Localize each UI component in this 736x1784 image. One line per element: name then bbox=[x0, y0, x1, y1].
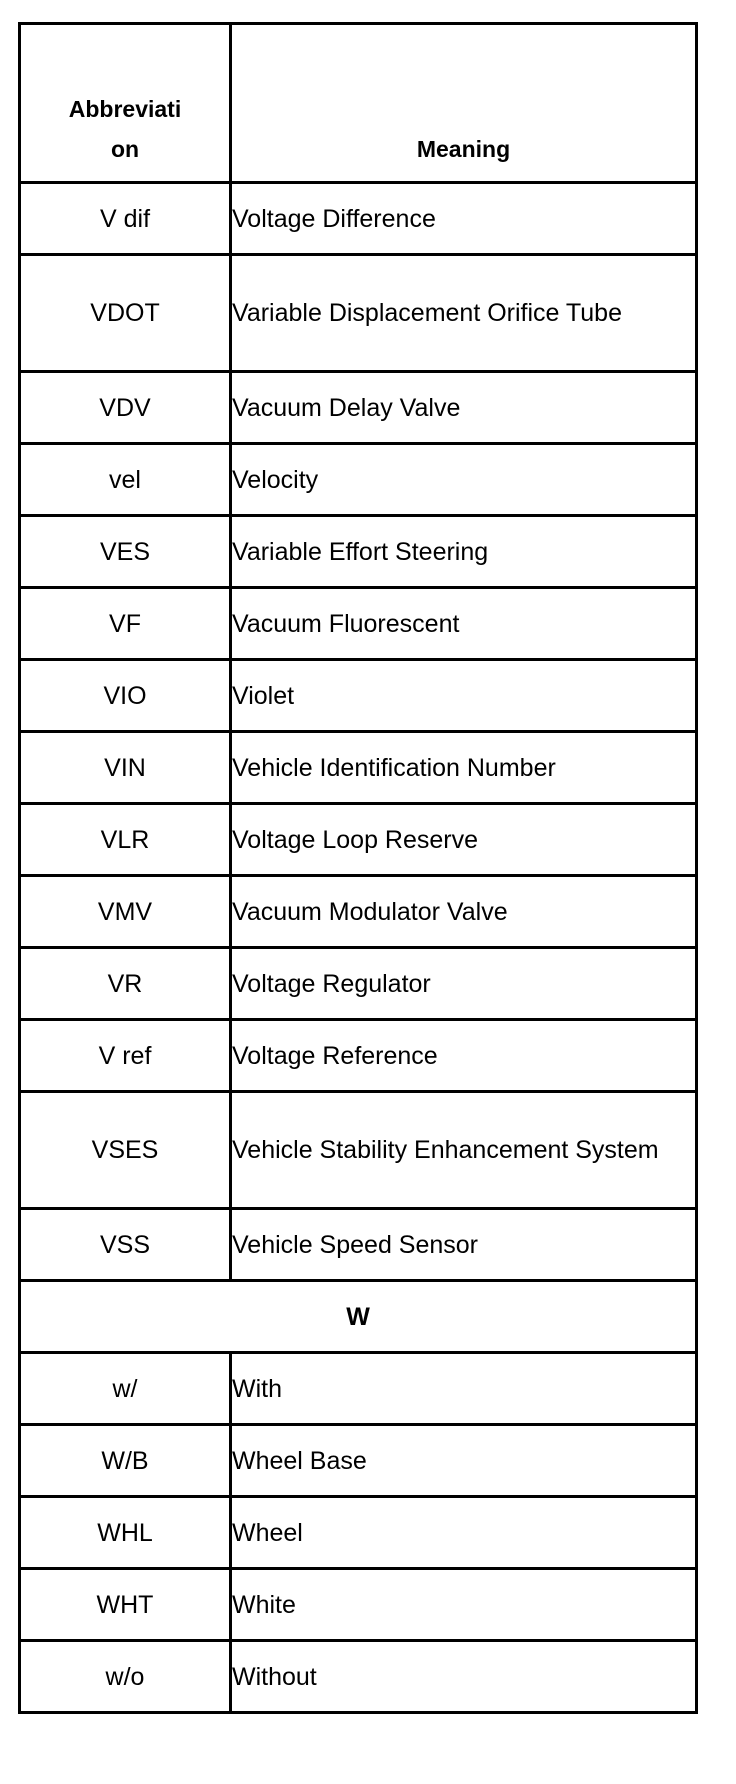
abbreviation-cell: w/o bbox=[20, 1641, 231, 1713]
section-heading-w: W bbox=[20, 1281, 697, 1353]
abbreviation-cell: VMV bbox=[20, 876, 231, 948]
meaning-cell: Vehicle Speed Sensor bbox=[231, 1209, 697, 1281]
meaning-cell: Vacuum Modulator Valve bbox=[231, 876, 697, 948]
meaning-cell: Wheel Base bbox=[231, 1425, 697, 1497]
table-row bbox=[20, 804, 697, 876]
meaning-cell: Wheel bbox=[231, 1497, 697, 1569]
meaning-cell: Without bbox=[231, 1641, 697, 1713]
abbreviation-cell: VR bbox=[20, 948, 231, 1020]
table-row bbox=[20, 876, 697, 948]
table-row bbox=[20, 660, 697, 732]
abbreviation-cell: VSES bbox=[20, 1092, 231, 1209]
table-row bbox=[20, 1209, 697, 1281]
abbreviation-cell: w/ bbox=[20, 1353, 231, 1425]
table-row bbox=[20, 1020, 697, 1092]
table-row bbox=[20, 1092, 697, 1209]
abbreviation-cell: vel bbox=[20, 444, 231, 516]
abbreviation-cell: VSS bbox=[20, 1209, 231, 1281]
header-abbreviation-line2: on bbox=[110, 136, 140, 162]
section-row bbox=[20, 1281, 697, 1353]
table-row bbox=[20, 444, 697, 516]
abbreviation-cell: VIN bbox=[20, 732, 231, 804]
header-abbreviation bbox=[20, 24, 231, 183]
table-row bbox=[20, 1353, 697, 1425]
table-row bbox=[20, 183, 697, 255]
header-abbreviation-line1: Abbreviati bbox=[68, 96, 182, 122]
abbreviation-cell: W/B bbox=[20, 1425, 231, 1497]
table-row bbox=[20, 1425, 697, 1497]
table-header-row bbox=[20, 24, 697, 183]
abbreviation-cell: V ref bbox=[20, 1020, 231, 1092]
meaning-cell: Voltage Regulator bbox=[231, 948, 697, 1020]
table-row bbox=[20, 732, 697, 804]
table-row bbox=[20, 588, 697, 660]
abbreviation-cell: WHL bbox=[20, 1497, 231, 1569]
table-row bbox=[20, 255, 697, 372]
meaning-cell: Vacuum Delay Valve bbox=[231, 372, 697, 444]
meaning-cell: With bbox=[231, 1353, 697, 1425]
header-meaning: Meaning bbox=[231, 24, 697, 183]
meaning-cell: Voltage Difference bbox=[231, 183, 697, 255]
meaning-cell: Voltage Loop Reserve bbox=[231, 804, 697, 876]
table-row bbox=[20, 1569, 697, 1641]
meaning-cell: Vehicle Identification Number bbox=[231, 732, 697, 804]
abbreviation-cell: VLR bbox=[20, 804, 231, 876]
abbreviation-cell: VIO bbox=[20, 660, 231, 732]
meaning-cell: Velocity bbox=[231, 444, 697, 516]
meaning-cell: Variable Displacement Orifice Tube bbox=[231, 255, 697, 372]
table-row bbox=[20, 372, 697, 444]
abbreviation-table bbox=[18, 22, 698, 1714]
abbreviation-cell: VDV bbox=[20, 372, 231, 444]
table-row bbox=[20, 516, 697, 588]
abbreviation-cell: V dif bbox=[20, 183, 231, 255]
meaning-cell: White bbox=[231, 1569, 697, 1641]
meaning-cell: Variable Effort Steering bbox=[231, 516, 697, 588]
abbreviation-cell: VDOT bbox=[20, 255, 231, 372]
table-row bbox=[20, 1497, 697, 1569]
meaning-cell: Vehicle Stability Enhancement System bbox=[231, 1092, 697, 1209]
abbreviation-cell: VES bbox=[20, 516, 231, 588]
table-row bbox=[20, 1641, 697, 1713]
table-row bbox=[20, 948, 697, 1020]
abbreviation-cell: WHT bbox=[20, 1569, 231, 1641]
abbreviation-cell: VF bbox=[20, 588, 231, 660]
meaning-cell: Violet bbox=[231, 660, 697, 732]
meaning-cell: Vacuum Fluorescent bbox=[231, 588, 697, 660]
meaning-cell: Voltage Reference bbox=[231, 1020, 697, 1092]
